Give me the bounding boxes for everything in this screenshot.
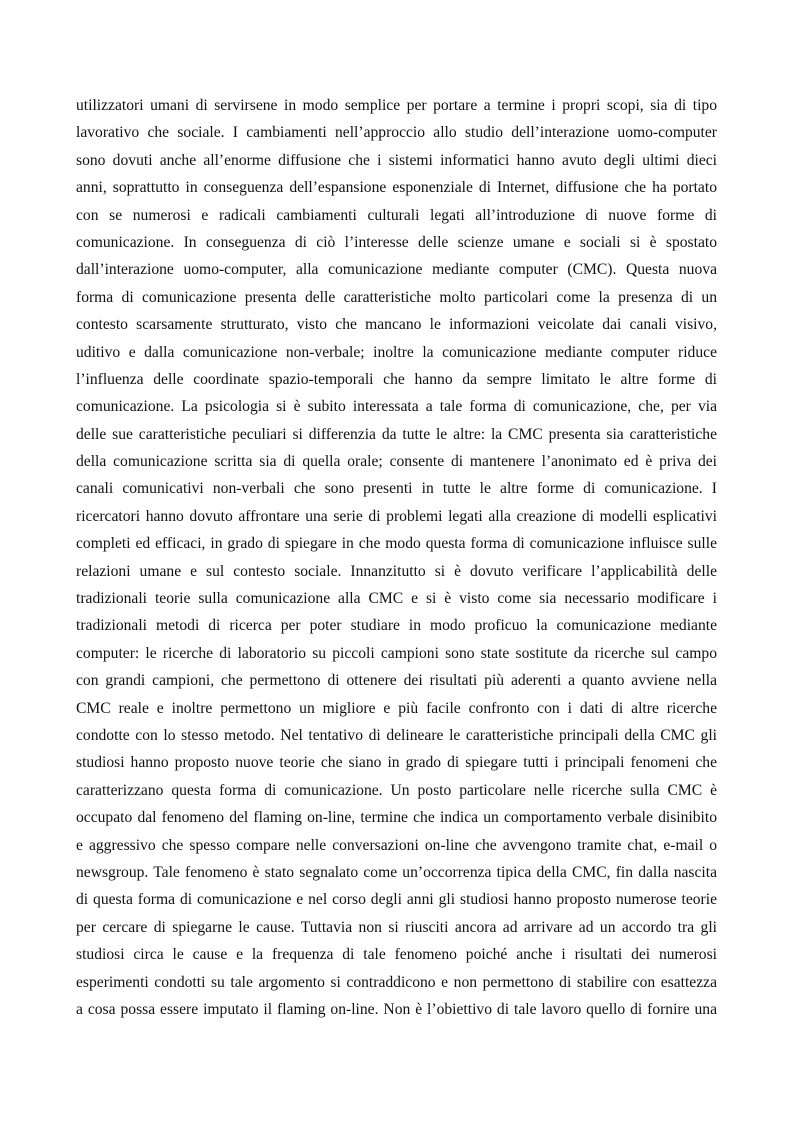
text-line: della comunicazione scritta sia di quella orale; consente di mantenere l’anonimato ed è priva dei	[76, 453, 717, 471]
text-line: CMC reale e inoltre permettono un migliore e più facile confronto con i dati di altre ricerche	[76, 699, 717, 717]
text-line: dall’interazione uomo-computer, alla comunicazione mediante computer (CMC). Questa nuova	[76, 261, 717, 279]
text-line: tradizionali teorie sulla comunicazione alla CMC e si è visto come sia necessario modificare i	[76, 590, 717, 608]
text-line: computer: le ricerche di laboratorio su piccoli campioni sono state sostitute da ricerche sul campo	[76, 644, 717, 662]
text-line: forma di comunicazione presenta delle caratteristiche molto particolari come la presenza di un	[76, 288, 717, 306]
text-line: utilizzatori umani di servirsene in modo semplice per portare a termine i propri scopi, sia di tipo	[76, 97, 717, 114]
text-line: completi ed efficaci, in grado di spiegare in che modo questa forma di comunicazione influisce sulle	[76, 535, 717, 553]
text-line: newsgroup. Tale fenomeno è stato segnalato come un’occorrenza tipica della CMC, fin dalla nascita	[76, 863, 717, 881]
text-line: l’influenza delle coordinate spazio-temporali che hanno da sempre limitato le altre forme di	[76, 370, 717, 388]
text-line: e aggressivo che spesso compare nelle conversazioni on-line che avvengono tramite chat, e-mail o	[76, 836, 717, 854]
text-line: contesto scarsamente strutturato, visto che mancano le informazioni veicolate dai canali visivo,	[76, 316, 717, 334]
text-line: caratterizzano questa forma di comunicazione. Un posto particolare nelle ricerche sulla CMC è	[76, 781, 717, 799]
text-line: studiosi circa le cause e la frequenza di tale fenomeno poiché anche i risultati dei numerosi	[76, 946, 717, 964]
text-line: a cosa possa essere imputato il flaming on-line. Non è l’obiettivo di tale lavoro quello di fornire una	[76, 1000, 717, 1018]
text-line: uditivo e dalla comunicazione non-verbale; inoltre la comunicazione mediante computer riduce	[76, 343, 717, 361]
text-line: condotte con lo stesso metodo. Nel tentativo di delineare le caratteristiche principali della CMC gli	[76, 726, 717, 744]
text-line: ricercatori hanno dovuto affrontare una serie di problemi legati alla creazione di modelli esplicativi	[76, 507, 717, 525]
text-line: anni, soprattutto in conseguenza dell’espansione esponenziale di Internet, diffusione che ha portato	[76, 179, 717, 197]
text-line: canali comunicativi non-verbali che sono presenti in tutte le altre forme di comunicazione. I	[76, 480, 717, 498]
text-line: esperimenti condotti su tale argomento si contraddicono e non permettono di stabilire con esattezza	[76, 973, 717, 991]
text-line: occupato dal fenomeno del flaming on-line, termine che indica un comportamento verbale disinibito	[76, 809, 717, 827]
text-line: comunicazione. In conseguenza di ciò l’interesse delle scienze umane e sociali si è spostato	[76, 233, 717, 251]
text-line: studiosi hanno proposto nuove teorie che siano in grado di spiegare tutti i principali fenomeni che	[76, 754, 717, 772]
text-line: lavorativo che sociale. I cambiamenti nell’approccio allo studio dell’interazione uomo-computer	[76, 124, 717, 142]
body-paragraph	[76, 92, 717, 1023]
text-line: con grandi campioni, che permettono di ottenere dei risultati più aderenti a quanto avviene nella	[76, 672, 717, 690]
text-line: delle sue caratteristiche peculiari si differenzia da tutte le altre: la CMC presenta sia caratteristiche	[76, 425, 717, 443]
text-line: di questa forma di comunicazione e nel corso degli anni gli studiosi hanno proposto numerose teorie	[76, 891, 717, 909]
text-line: per cercare di spiegarne le cause. Tuttavia non si riusciti ancora ad arrivare ad un accordo tra gli	[76, 918, 717, 936]
text-line: relazioni umane e sul contesto sociale. Innanzitutto si è dovuto verificare l’applicabilità delle	[76, 562, 717, 580]
text-line: sono dovuti anche all’enorme diffusione che i sistemi informatici hanno avuto degli ultimi dieci	[76, 151, 717, 169]
text-line: tradizionali metodi di ricerca per poter studiare in modo proficuo la comunicazione mediante	[76, 617, 717, 635]
text-line: con se numerosi e radicali cambiamenti culturali legati all’introduzione di nuove forme di	[76, 206, 717, 224]
text-line: comunicazione. La psicologia si è subito interessata a tale forma di comunicazione, che, per via	[76, 398, 717, 416]
